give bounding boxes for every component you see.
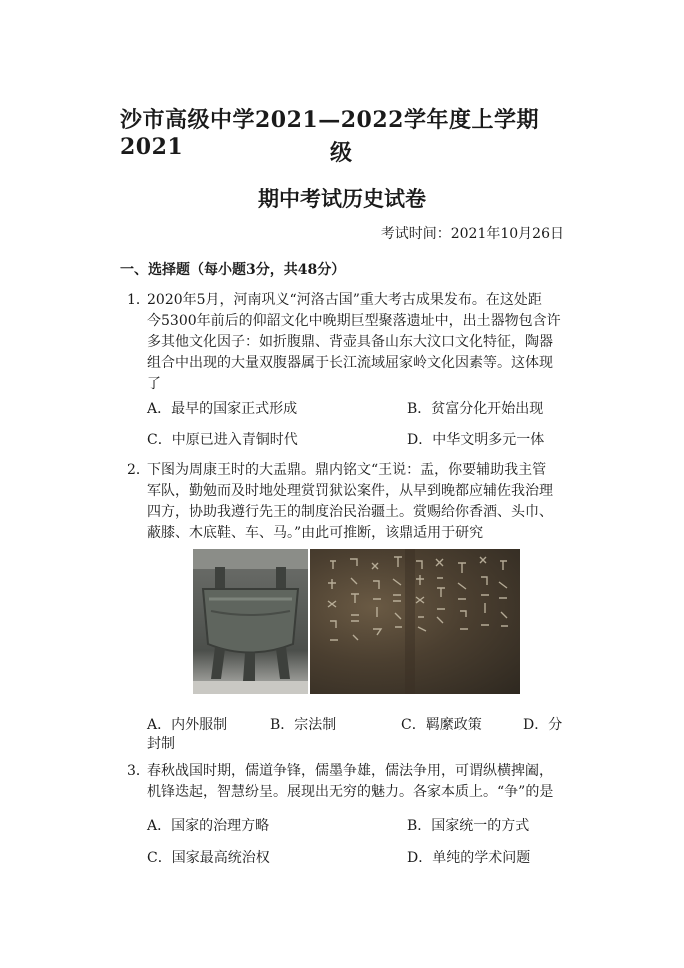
exam-title-line2: 期中考试历史试卷 [258, 186, 426, 211]
section-heading-multiple-choice: 一、选择题（每小题3分，共48分） [120, 262, 346, 278]
question-stem [147, 460, 567, 544]
question-number: 3． [127, 763, 150, 779]
stem-line: 四方，协助我遵行先王的制度治民治疆土。赏赐给你香酒、头巾、 [147, 504, 553, 520]
q3-option-c: C．国家最高统治权 [147, 850, 270, 866]
q2-option-a: A．内外服制 [147, 717, 228, 733]
stem-line: 组合中出现的大量双腹器属于长江流域屈家岭文化因素等。这体现 [147, 355, 553, 371]
stem-line: 了 [147, 376, 161, 392]
q2-option-d: D．分 [523, 717, 563, 733]
stem-line: 今5300年前后的仰韶文化中晚期巨型聚落遗址中，出土器物包含许 [147, 313, 561, 329]
bronze-inscription-photo [310, 549, 520, 694]
q3-option-d: D．单纯的学术问题 [407, 850, 531, 866]
q1-option-c: C．中原已进入青铜时代 [147, 432, 298, 448]
stem-line: 下图为周康王时的大盂鼎。鼎内铭文“王说：盂，你要辅助我主管 [147, 462, 547, 478]
exam-title-line1-continued: 级 [330, 140, 353, 166]
q3-option-b: B．国家统一的方式 [407, 818, 530, 834]
q2-option-b: B．宗法制 [270, 717, 337, 733]
question-stem [147, 761, 567, 803]
stem-line: 2020年5月，河南巩义“河洛古国”重大考古成果发布。在这处距 [147, 292, 542, 308]
q2-option-c: C．羁縻政策 [401, 717, 482, 733]
stem-line: 军队，勤勉而及时地处理赏罚狱讼案件，从早到晚都应辅佐我治理 [147, 483, 553, 499]
q1-option-d: D．中华文明多元一体 [407, 432, 545, 448]
stem-line: 春秋战国时期，儒道争锋，儒墨争雄，儒法争用，可谓纵横捭阖， [147, 763, 553, 779]
stem-line: 多其他文化因子：如折腹鼎、背壶具备山东大汶口文化特征，陶器 [147, 334, 553, 350]
inscription-texture-icon [310, 549, 520, 694]
question-stem [147, 290, 567, 395]
q2-option-d-continued: 封制 [147, 736, 175, 752]
bronze-ding-photo [193, 549, 308, 694]
exam-title-line1: 沙市高级中学2021—2022学年度上学期2021 [120, 107, 539, 160]
stem-line: 蔽膝、木底鞋、车、马。”由此可推断，该鼎适用于研究 [147, 525, 484, 541]
ding-vessel-icon [193, 549, 308, 694]
question-3 [127, 761, 567, 803]
q3-option-a: A．国家的治理方略 [147, 818, 270, 834]
question-number: 2． [127, 462, 150, 478]
question-1 [127, 290, 567, 395]
question-number: 1． [127, 292, 150, 308]
q1-option-b: B．贫富分化开始出现 [407, 401, 544, 417]
exam-time: 考试时间：2021年10月26日 [380, 226, 564, 242]
stem-line: 机锋迭起，智慧纷呈。展现出无穷的魅力。各家本质上。“争”的是 [147, 784, 554, 800]
q1-option-a: A．最早的国家正式形成 [147, 401, 298, 417]
question-2 [127, 460, 567, 544]
